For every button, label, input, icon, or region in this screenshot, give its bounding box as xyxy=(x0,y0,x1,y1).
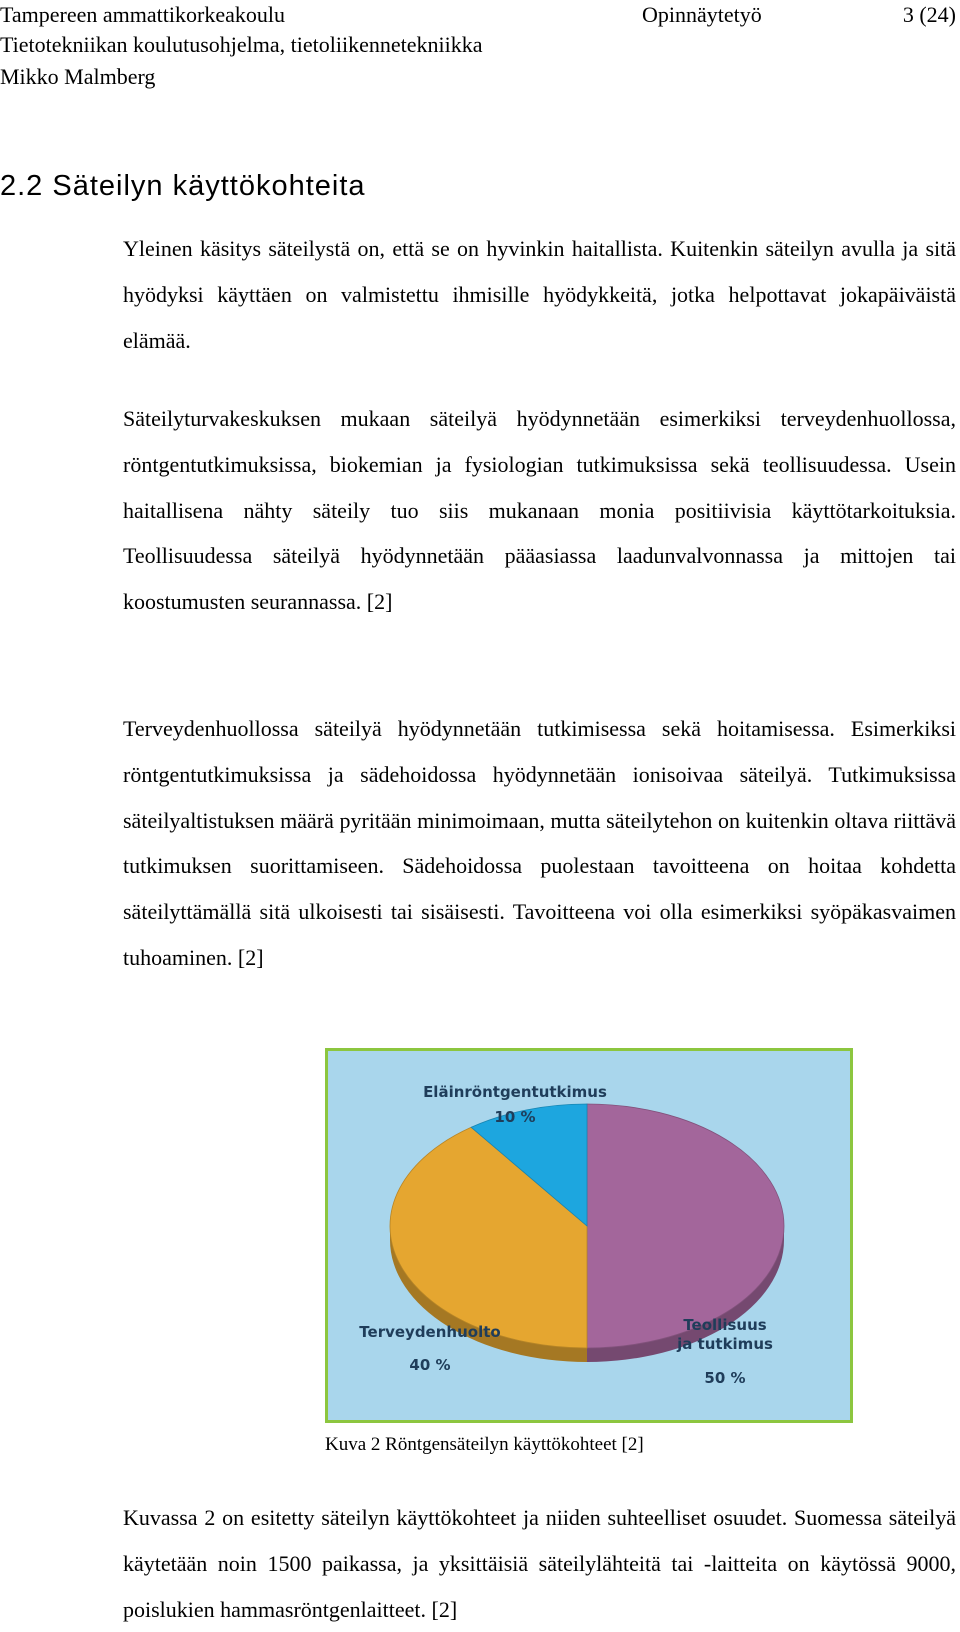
figure-caption: Kuva 2 Röntgensäteilyn käyttökohteet [2] xyxy=(325,1434,644,1455)
header-line-1 xyxy=(0,2,956,28)
pie-value-label-3: 10 % xyxy=(494,1108,536,1126)
pie-label-2-line-1: Terveydenhuolto xyxy=(359,1323,501,1341)
section-title: 2.2 Säteilyn käyttökohteita xyxy=(0,170,366,202)
header-doc-type: Opinnäytetyö xyxy=(642,2,762,27)
header-author: Mikko Malmberg xyxy=(0,64,156,89)
paragraph-1: Yleinen käsitys säteilystä on, että se on hyvinkin haitallista. Kuitenkin säteilyn avulla ja sitä hyödyksi käyttäen on valmistettu ihmisille hyödykkeitä, jotka helpottavat jokapäiväistä elämää. xyxy=(123,236,956,353)
pie-label-1-line-1: Teollisuus xyxy=(683,1316,767,1334)
pie-chart xyxy=(325,1048,853,1423)
pie-value-label-1: 50 % xyxy=(704,1369,746,1387)
pie-chart-figure xyxy=(325,1048,853,1423)
paragraph-2: Säteilyturvakeskuksen mukaan säteilyä hyödynnetään esimerkiksi terveydenhuollossa, röntgentutkimuksissa, biokemian ja fysiologian tutkimuksissa sekä teollisuudessa. Usein haitallisena nähty säteily tuo siis mukanaan monia positiivisia käyttötarkoituksia. Teollisuudessa säteilyä hyödynnetään pääasiassa laadunvalvonnassa ja mittojen tai koostumusten seurannassa. [2] xyxy=(123,406,956,615)
header-program: Tietotekniikan koulutusohjelma, tietoliikennetekniikka xyxy=(0,32,483,57)
pie-value-label-2: 40 % xyxy=(409,1356,451,1374)
header-page-number: 3 (24) xyxy=(902,2,956,27)
pie-label-3-line-1: Eläinröntgentutkimus xyxy=(423,1083,607,1101)
paragraph-4: Kuvassa 2 on esitetty säteilyn käyttökohteet ja niiden suhteelliset osuudet. Suomessa säteilyä käytetään noin 1500 paikassa, ja yksittäisiä säteilylähteitä tai -laitteita on käytössä 9000, poislukien hammasröntgenlaitteet. [2] xyxy=(123,1505,956,1622)
pie-label-1-line-2: ja tutkimus xyxy=(677,1335,773,1353)
paragraph-3: Terveydenhuollossa säteilyä hyödynnetään tutkimisessa sekä hoitamisessa. Esimerkiksi röntgentutkimuksissa ja sädehoidossa hyödynnetään ionisoivaa säteilyä. Tutkimuksissa säteilyaltistuksen määrä pyritään minimoimaan, mutta säteilytehon on kuitenkin oltava riittävä tutkimuksen suorittamiseen. Sädehoidossa puolestaan tavoitteena on hoitaa kohdetta säteilyttämällä sitä ulkoisesti tai sisäisesti. Tavoitteena voi olla esimerkiksi syöpäkasvaimen tuhoaminen. [2] xyxy=(123,716,956,970)
header-institution: Tampereen ammattikorkeakoulu xyxy=(0,2,285,27)
